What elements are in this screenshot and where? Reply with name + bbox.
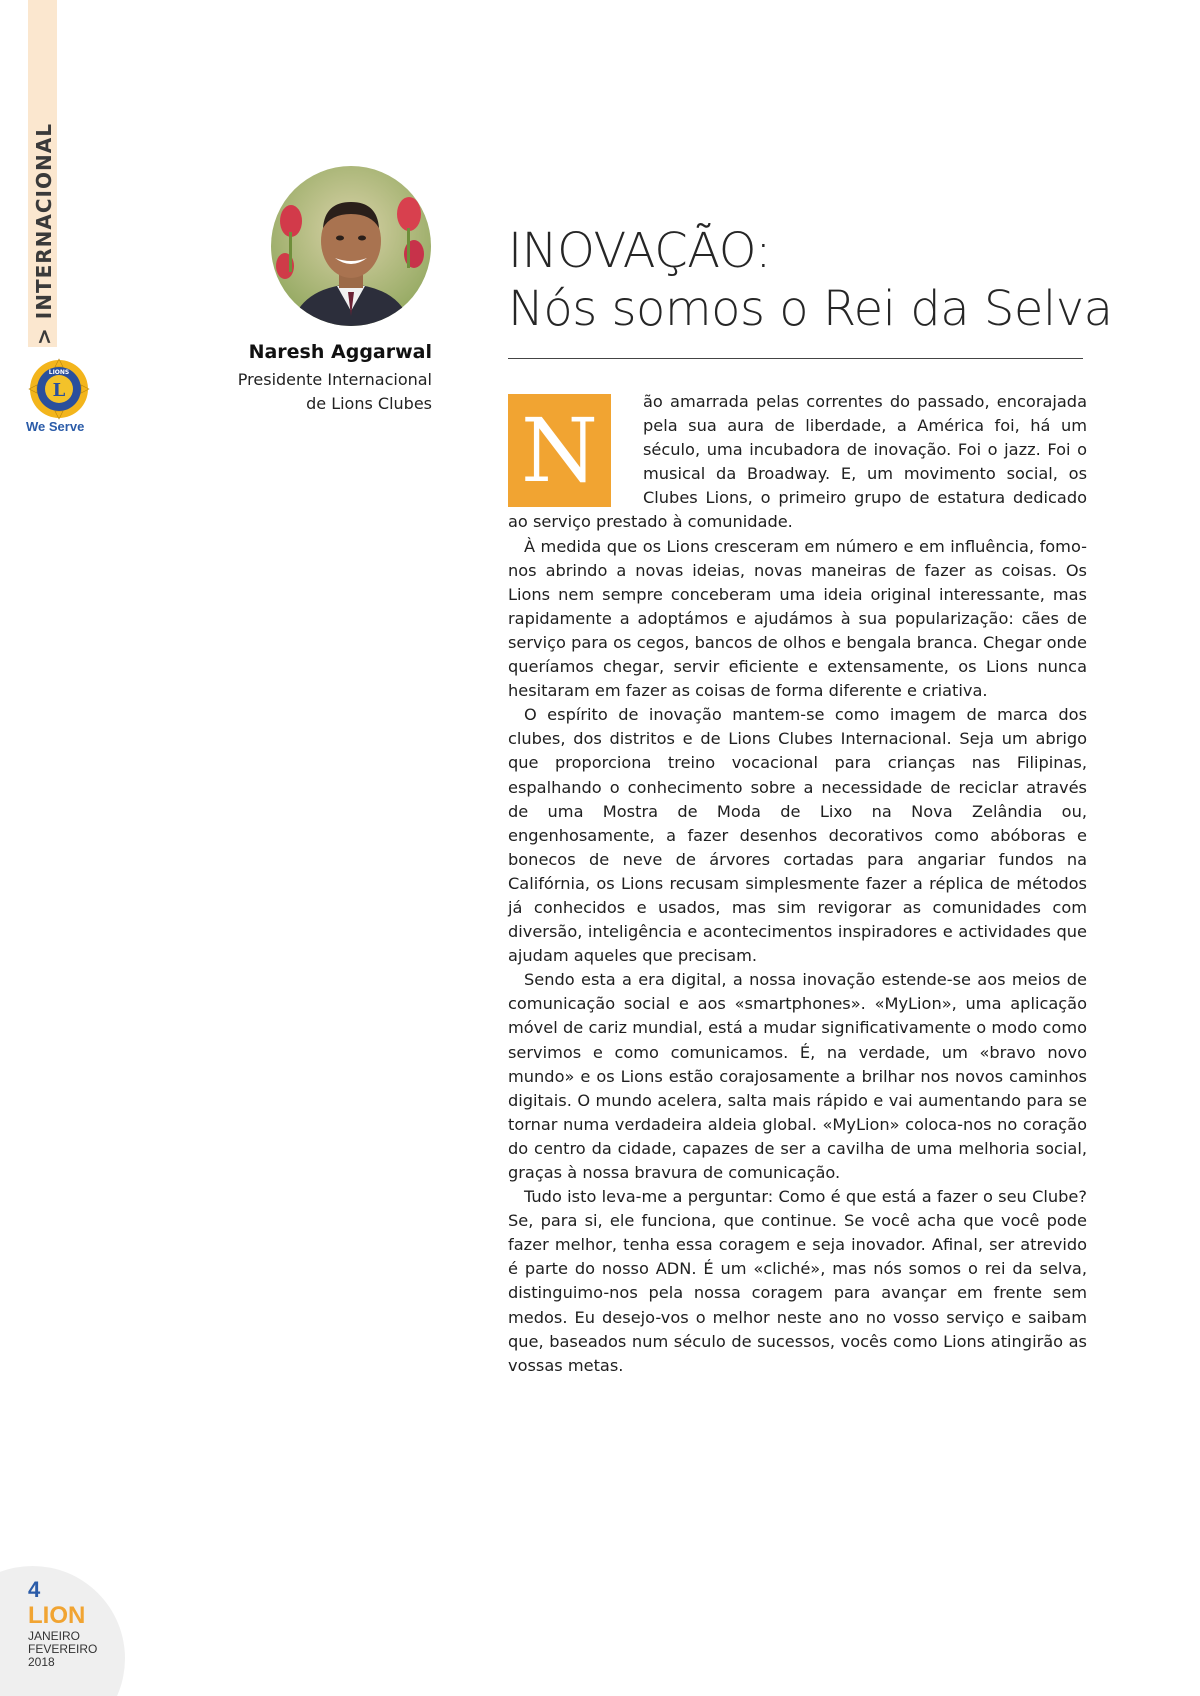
page-number: 4: [28, 1577, 41, 1602]
article-body: [508, 390, 1087, 1378]
article-paragraph: Sendo esta a era digital, a nossa inovação estende-se aos meios de comunicação social e aos «smartphones». «MyLion», uma aplicação móvel de cariz mundial, está a mudar significativamente o modo como servimos e como comunicamos. É, na verdade, um «bravo novo mundo» e os Lions estão corajosamente a brilhar nos novos caminhos digitais. O mundo acelera, salta mais rápido e vai aumentando para se tornar numa verdadeira aldeia global. «MyLion» coloca-nos no coração do centro da cidade, capazes de ser a cavilha de uma melhoria social, graças à nossa bravura de comunicação.: [508, 970, 1087, 1182]
article-title: [508, 222, 1128, 338]
issue-year: 2018: [28, 1655, 55, 1669]
issue-month-2: FEVEREIRO: [28, 1642, 98, 1656]
title-divider: [508, 358, 1083, 359]
article-paragraph: O espírito de inovação mantem-se como imagem de marca dos clubes, dos distritos e de Lions Clubes Internacional. Seja um abrigo que proporciona treino vocacional para crianças nas Filipinas, espalhando o conhecimento sobre a necessidade de reciclar através de uma Mostra de Moda de Lixo na Nova Zelândia ou, engenhosamente, a fazer desenhos decorativos como abóboras e bonecos de neve de árvores cortadas para angariar fundos na Califórnia, os Lions recusam simplesmente fazer a réplica de métodos já conhecidos e usados, mas sim revigorar as comunidades com diversão, inteligência e acontecimentos inspiradores e actividades que ajudam aqueles que precisam.: [508, 705, 1087, 966]
logo-letter: L: [52, 380, 66, 401]
author-role-line1: Presidente Internacional: [237, 370, 432, 389]
issue-date: [28, 1630, 97, 1669]
section-arrow-icon: >: [32, 327, 56, 345]
title-line-2: Nós somos o Rei da Selva: [508, 281, 1113, 337]
logo-tagline: We Serve: [26, 419, 85, 434]
author-role-line2: de Lions Clubes: [306, 394, 432, 413]
issue-month-1: JANEIRO: [28, 1629, 81, 1643]
title-line-1: INOVAÇÃO:: [508, 223, 771, 279]
article-paragraph: Tudo isto leva-me a perguntar: Como é que está a fazer o seu Clube? Se, para si, ele funciona, que continue. Se você acha que você pode fazer melhor, tenha essa coragem e seja inovador. Afinal, ser atrevido é parte do nosso ADN. É um «cliché», mas nós somos o rei da selva, distinguimo-nos pela nossa coragem para avançar em frente sem medos. Eu desejo-vos o melhor neste ano no vosso serviço e saibam que, baseados num século de sucessos, vocês como Lions atingirão as vossas metas.: [508, 1187, 1087, 1375]
drop-cap: N: [508, 394, 611, 507]
section-label: [31, 123, 57, 345]
author-name: Naresh Aggarwal: [248, 341, 432, 363]
article-paragraph: ão amarrada pelas correntes do passado, encorajada pela sua aura de liberdade, a América foi, há um século, uma incubadora de inovação. Foi o jazz. Foi o musical da Broadway. E, um movimento social, os Clubes Lions, o primeiro grupo de estatura dedicado ao serviço prestado à comunidade.: [508, 392, 1087, 532]
logo-text: LIONS: [48, 369, 70, 376]
lions-logo: [27, 358, 91, 420]
article-paragraph: À medida que os Lions cresceram em número e em influência, fomo-nos abrindo a novas ideias, novas maneiras de fazer as coisas. Os Lions nem sempre conceberam uma ideia original interessante, mas rapidamente a adoptámos e ajudámos à sua popularização: cães de serviço para os cegos, bancos de olhos e bengala branca. Chegar onde queríamos chegar, servir eficiente e extensamente, os Lions nunca hesitaram em fazer as coisas de forma diferente e criativa.: [508, 536, 1087, 701]
author-portrait: [271, 166, 431, 326]
section-label-text: INTERNACIONAL: [32, 123, 56, 320]
author-role: [200, 368, 432, 416]
magazine-name: LION: [28, 1602, 86, 1629]
